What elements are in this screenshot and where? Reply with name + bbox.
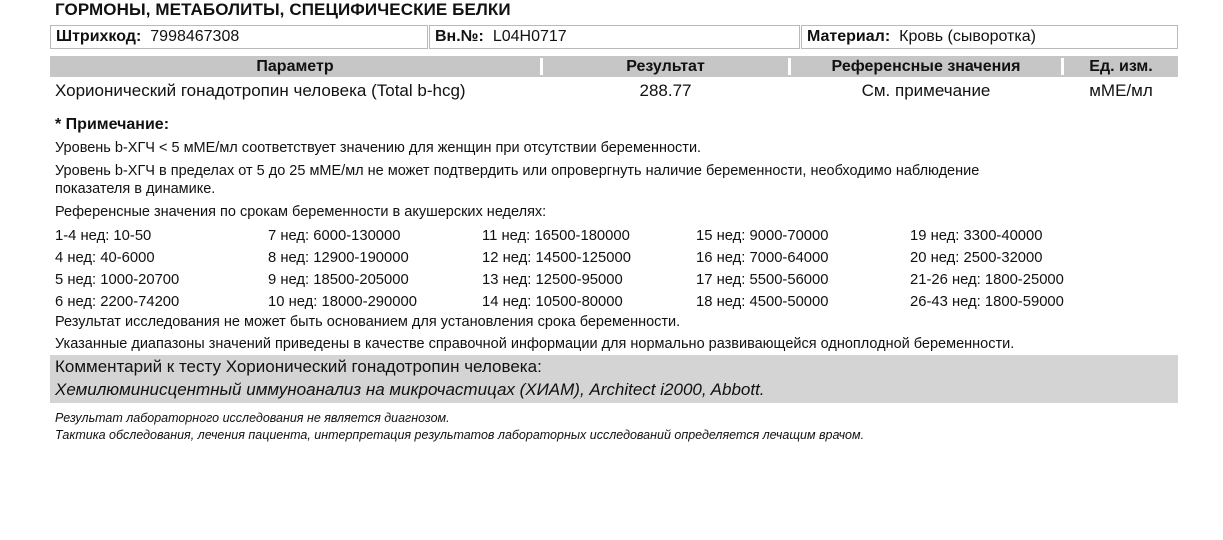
reference-range: 18 нед: 4500-50000 bbox=[696, 294, 829, 310]
note-line: Уровень b-ХГЧ в пределах от 5 до 25 мМЕ/мл не может подтвердить или опровергнуть наличие беременности, необходимо наблюдение bbox=[55, 163, 980, 179]
barcode-label: Штрихкод: bbox=[56, 28, 142, 45]
material-value: Кровь (сыворотка) bbox=[899, 28, 1036, 45]
header-result: Результат bbox=[626, 58, 705, 75]
reference-range: 26-43 нед: 1800-59000 bbox=[910, 294, 1064, 310]
reference-range: 21-26 нед: 1800-25000 bbox=[910, 272, 1064, 288]
reference-row bbox=[55, 291, 1165, 313]
reference-ranges-grid bbox=[55, 225, 1165, 313]
reference-range: 16 нед: 7000-64000 bbox=[696, 250, 829, 266]
reference-range: 7 нед: 6000-130000 bbox=[268, 228, 401, 244]
table-row bbox=[50, 80, 1178, 102]
reference-range: 20 нед: 2500-32000 bbox=[910, 250, 1043, 266]
comment-title: Комментарий к тесту Хорионический гонадотропин человека: bbox=[55, 357, 542, 376]
results-table-header bbox=[50, 56, 1178, 77]
reference-range: 6 нед: 2200-74200 bbox=[55, 294, 180, 310]
reference-range: 4 нед: 40-6000 bbox=[55, 250, 155, 266]
reference-intro: Референсные значения по срокам беременности в акушерских неделях: bbox=[55, 204, 547, 220]
reference-row bbox=[55, 247, 1165, 269]
reference-range: 5 нед: 1000-20700 bbox=[55, 272, 180, 288]
reference-range: 12 нед: 14500-125000 bbox=[482, 250, 631, 266]
material-field bbox=[801, 25, 1178, 49]
internal-number-label: Вн.№: bbox=[435, 28, 484, 45]
reference-range: 19 нед: 3300-40000 bbox=[910, 228, 1043, 244]
internal-number-field bbox=[429, 25, 800, 49]
note-line: показателя в динамике. bbox=[55, 181, 216, 197]
reference-range: 13 нед: 12500-95000 bbox=[482, 272, 623, 288]
section-title: ГОРМОНЫ, МЕТАБОЛИТЫ, СПЕЦИФИЧЕСКИЕ БЕЛКИ bbox=[55, 0, 511, 19]
reference-cell: См. примечание bbox=[861, 81, 991, 100]
result-cell: 288.77 bbox=[639, 81, 692, 100]
disclaimer-line: Результат лабораторного исследования не является диагнозом. bbox=[55, 411, 450, 425]
test-comment-box bbox=[50, 355, 1178, 403]
material-label: Материал: bbox=[807, 28, 891, 45]
reference-row bbox=[55, 225, 1165, 247]
unit-cell: мМЕ/мл bbox=[1089, 81, 1153, 100]
header-unit: Ед. изм. bbox=[1089, 58, 1153, 75]
reference-range: 8 нед: 12900-190000 bbox=[268, 250, 409, 266]
barcode-value: 7998467308 bbox=[150, 28, 240, 45]
method-description: Хемилюминисцентный иммуноанализ на микрочастицах (ХИАМ), Architect i2000, Abbott. bbox=[55, 380, 765, 399]
reference-range: 9 нед: 18500-205000 bbox=[268, 272, 409, 288]
reference-range: 11 нед: 16500-180000 bbox=[482, 228, 630, 244]
reference-range: 1-4 нед: 10-50 bbox=[55, 228, 152, 244]
reference-range: 17 нед: 5500-56000 bbox=[696, 272, 829, 288]
parameter-cell: Хорионический гонадотропин человека (Total b-hcg) bbox=[55, 81, 466, 100]
note-line: Уровень b-ХГЧ < 5 мМЕ/мл соответствует значению для женщин при отсутствии беременности. bbox=[55, 140, 702, 156]
reference-range: 14 нед: 10500-80000 bbox=[482, 294, 623, 310]
header-reference: Референсные значения bbox=[831, 58, 1021, 75]
reference-range: 15 нед: 9000-70000 bbox=[696, 228, 829, 244]
note-line: Результат исследования не может быть основанием для установления срока беременности. bbox=[55, 314, 681, 330]
disclaimer-line: Тактика обследования, лечения пациента, интерпретация результатов лабораторных исследований определяется лечащим врачом. bbox=[55, 428, 865, 442]
internal-number-value: L04H0717 bbox=[492, 28, 567, 45]
reference-row bbox=[55, 269, 1165, 291]
note-line: Указанные диапазоны значений приведены в качестве справочной информации для нормально развивающейся одноплодной беременности. bbox=[55, 336, 1015, 352]
header-parameter: Параметр bbox=[256, 58, 334, 75]
reference-range: 10 нед: 18000-290000 bbox=[268, 294, 417, 310]
note-title: * Примечание: bbox=[55, 116, 170, 133]
barcode-field bbox=[50, 25, 428, 49]
